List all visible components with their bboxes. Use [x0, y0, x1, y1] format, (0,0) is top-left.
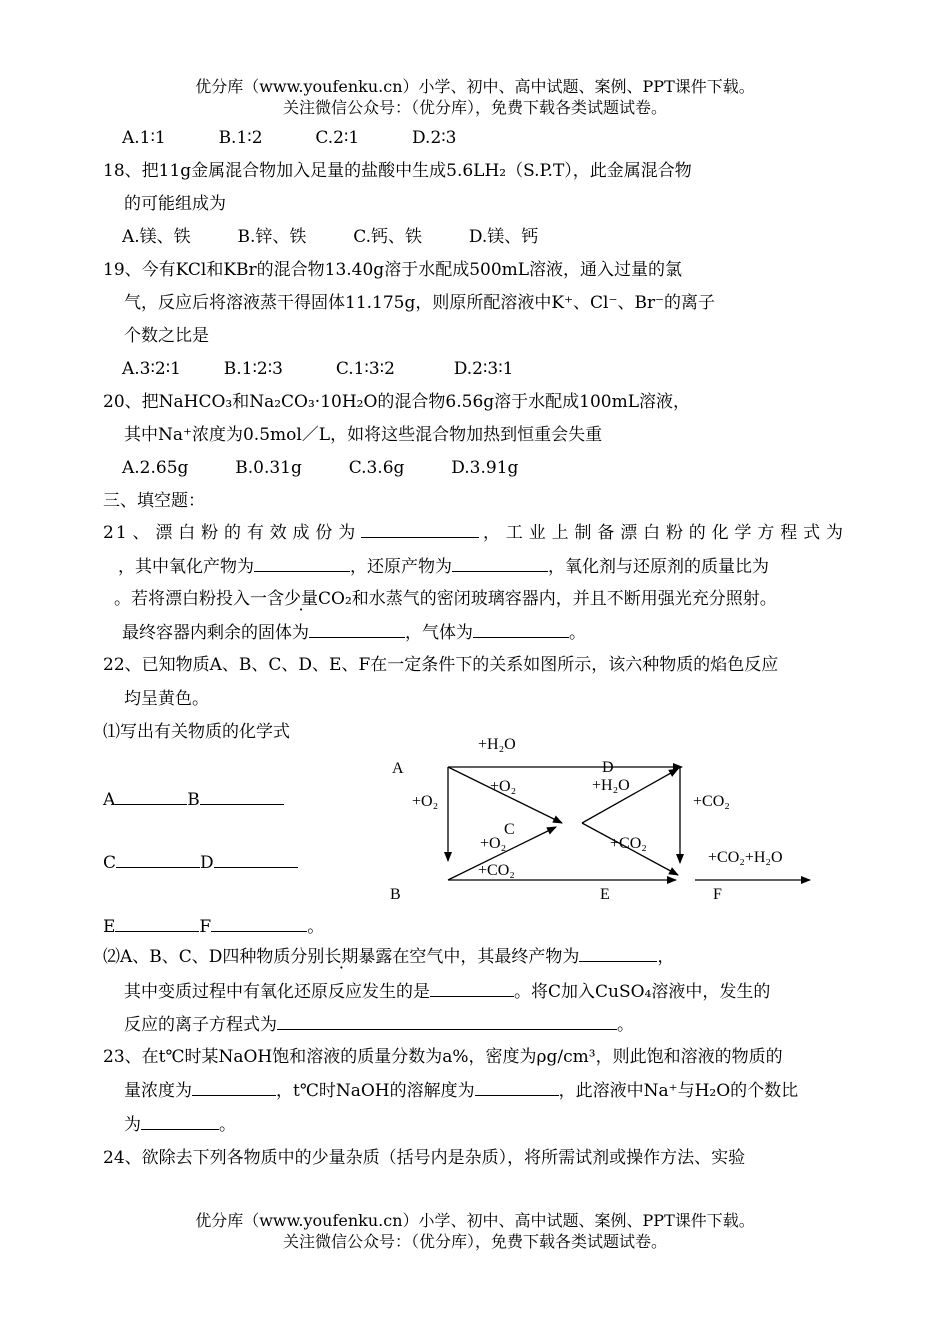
node-e: E: [600, 886, 610, 903]
q19-option-c: C.1∶3∶2: [335, 359, 395, 379]
q18-option-c: C.钙、铁: [353, 227, 423, 247]
q21-blank-reduction-product[interactable]: [452, 556, 548, 572]
q21-blank-gas[interactable]: [473, 622, 569, 638]
q20-line1: 20、把NaHCO₃和Na₂CO₃·10H₂O的混合物6.56g溶于水配成100mL溶液，: [103, 392, 691, 412]
q21-text-4c: 。: [569, 623, 586, 643]
q17-option-b: B.1∶2: [218, 128, 263, 148]
q17-options: [122, 128, 457, 148]
q22-emphasis-long-term: 长期: [324, 947, 359, 967]
q22-blank-d[interactable]: [214, 852, 298, 868]
q20-option-c: C.3.6g: [348, 458, 405, 478]
q23-blank-ratio[interactable]: [141, 1114, 219, 1130]
q22-label-c: C: [103, 853, 117, 873]
q22-answer-row-cd: [103, 852, 298, 873]
q21-text-1a: 21、漂白粉的有效成份为: [103, 523, 362, 543]
q22-blank-c[interactable]: [116, 852, 200, 868]
label-diag-co2: +CO₂: [610, 835, 647, 852]
q22-label-a: A: [103, 790, 116, 810]
q21-line4: [122, 622, 586, 643]
q19-line3: 个数之比是: [124, 326, 209, 346]
q22-part2-line1: [103, 946, 674, 967]
section-title-fill-in: 三、填空题：: [103, 491, 205, 511]
q17-option-c: C.2∶1: [315, 128, 360, 148]
node-a: A: [392, 760, 404, 777]
label-top-h2o: +H₂O: [478, 736, 516, 753]
q20-option-b: B.0.31g: [235, 458, 302, 478]
q21-text-4b: ，气体为: [405, 623, 473, 643]
q20-line2: 其中Na⁺浓度为0.5mol／L，如将这些混合物加热到恒重会失重: [124, 425, 603, 445]
q21-blank-remaining-solid[interactable]: [309, 622, 405, 638]
q22-blank-final-product[interactable]: [579, 946, 657, 962]
q22-blank-a[interactable]: [115, 789, 187, 805]
page-footer-line1: 优分库（www.youfenku.cn）小学、初中、高中试题、案例、PPT课件下载。: [195, 1211, 755, 1230]
q19-option-a: A.3∶2∶1: [122, 359, 181, 379]
page-footer-line2: 关注微信公众号：（优分库），免费下载各类试题试卷。: [282, 1232, 667, 1251]
q22-part2-line3: [124, 1014, 634, 1035]
q22-line1: 22、已知物质A、B、C、D、E、F在一定条件下的关系如图所示，该六种物质的焰色反应: [103, 655, 779, 675]
q23-text-2a: 量浓度为: [124, 1081, 192, 1101]
q22-answer-row-ab: [103, 789, 284, 810]
label-diag-h2o: +H₂O: [592, 777, 630, 794]
q21-text-3a: 。若将漂白粉投入一含: [114, 589, 284, 609]
q22-blank-redox[interactable]: [430, 981, 514, 997]
q21-text-2b: ，还原产物为: [350, 557, 452, 577]
q23-text-2c: ，此溶液中Na⁺与H₂O的个数比: [558, 1081, 799, 1101]
q18-line1: 18、把11g金属混合物加入足量的盐酸中生成5.6LH₂（S.P.T），此金属混合物: [103, 161, 692, 181]
q22-end-mark: 。: [307, 917, 325, 937]
q22-blank-f[interactable]: [211, 916, 307, 932]
label-far-co2-h2o: +CO₂+H₂O: [708, 849, 783, 866]
q22-text-2g: 。: [617, 1015, 634, 1035]
q19-line2: 气，反应后将溶液蒸干得固体11.175g，则原所配溶液中K⁺、Cl⁻、Br⁻的离子: [124, 293, 716, 313]
q18-option-b: B.锌、铁: [237, 227, 307, 247]
q23-line1: 23、在t℃时某NaOH饱和溶液的质量分数为a%，密度为ρg/cm³，则此饱和溶液的物质的: [103, 1047, 783, 1067]
q20-options: [122, 458, 518, 478]
q22-blank-e[interactable]: [115, 916, 199, 932]
q21-text-4a: 最终容器内剩余的固体为: [122, 623, 309, 643]
q22-label-d: D: [200, 853, 214, 873]
q22-text-2d: 其中变质过程中有氧化还原反应发生的是: [124, 982, 430, 1002]
q22-part1-prompt: ⑴写出有关物质的化学式: [103, 722, 290, 742]
label-diag-o2-up: +O₂: [490, 778, 517, 795]
q21-line2: [118, 556, 769, 577]
q23-line2: [124, 1080, 798, 1101]
q23-blank-molarity[interactable]: [192, 1080, 276, 1096]
q17-option-a: A.1∶1: [122, 128, 166, 148]
q19-option-b: B.1∶2∶3: [223, 359, 283, 379]
q22-label-e: E: [103, 917, 116, 937]
node-c: C: [504, 821, 515, 838]
q21-blank-effective-component[interactable]: [361, 522, 479, 538]
q20-option-d: D.3.91g: [451, 458, 519, 478]
q21-text-2c: ，氧化剂与还原剂的质量比为: [548, 557, 769, 577]
q21-text-1b: ，工业上制备漂白粉的化学方程式为: [479, 523, 845, 543]
page-header-line1: 优分库（www.youfenku.cn）小学、初中、高中试题、案例、PPT课件下载。: [195, 77, 755, 96]
q18-option-a: A.镁、铁: [122, 227, 191, 247]
node-f: F: [713, 886, 722, 903]
q19-line1: 19、今有KCl和KBr的混合物13.40g溶于水配成500mL溶液，通入过量的氯: [103, 260, 683, 280]
q17-option-d: D.2∶3: [412, 128, 457, 148]
q22-part2-line2: [124, 981, 770, 1002]
label-diag-o2-low: +O₂: [480, 835, 507, 852]
q19-option-d: D.2∶3∶1: [453, 359, 514, 379]
reaction-diagram: [380, 725, 820, 910]
q23-text-3b: 。: [219, 1115, 236, 1135]
q18-options: [122, 227, 538, 247]
q18-option-d: D.镁、钙: [468, 227, 539, 247]
q24-line1: 24、欲除去下列各物质中的少量杂质（括号内是杂质），将所需试剂或操作方法、实验: [103, 1148, 746, 1168]
q21-emphasis-small-amount: 少量: [284, 589, 318, 609]
page-header-line2: 关注微信公众号：（优分库），免费下载各类试题试卷。: [282, 98, 667, 117]
q23-text-2b: ，t℃时NaOH的溶解度为: [276, 1081, 475, 1101]
q19-options: [122, 359, 513, 379]
q22-label-b: B: [187, 790, 200, 810]
q21-text-3b: CO₂和水蒸气的密闭玻璃容器内，并且不断用强光充分照射。: [318, 589, 777, 609]
label-left-o2: +O₂: [412, 793, 439, 810]
label-right-co2: +CO₂: [693, 793, 730, 810]
q22-line2: 均呈黄色。: [124, 689, 209, 709]
q23-text-3a: 为: [124, 1115, 141, 1135]
node-d: D: [602, 759, 614, 776]
q20-option-a: A.2.65g: [122, 458, 189, 478]
q22-blank-b[interactable]: [200, 789, 284, 805]
q22-text-2b: 暴露在空气中，其最终产物为: [358, 947, 580, 967]
q22-label-f: F: [199, 917, 212, 937]
q22-answer-row-ef: [103, 916, 324, 937]
q22-text-2f: 反应的离子方程式为: [124, 1015, 277, 1035]
node-b: B: [390, 886, 401, 903]
arrow-a-to-c: [448, 767, 562, 823]
q21-blank-oxidation-product[interactable]: [254, 556, 350, 572]
label-bottom-co2: +CO₂: [478, 862, 515, 879]
q22-text-2c: ，: [657, 947, 675, 967]
q22-blank-ionic-equation[interactable]: [277, 1014, 617, 1030]
q21-line1: [103, 522, 845, 543]
q23-blank-solubility[interactable]: [475, 1080, 559, 1096]
q23-line3: [124, 1114, 236, 1135]
q18-line2: 的可能组成为: [124, 194, 226, 214]
q22-text-2e: 。将C加入CuSO₄溶液中，发生的: [514, 982, 771, 1002]
q22-text-2a: ⑵A、B、C、D四种物质分别: [103, 947, 325, 967]
q21-text-2a: ，其中氧化产物为: [118, 557, 254, 577]
q21-line3: [114, 589, 777, 609]
